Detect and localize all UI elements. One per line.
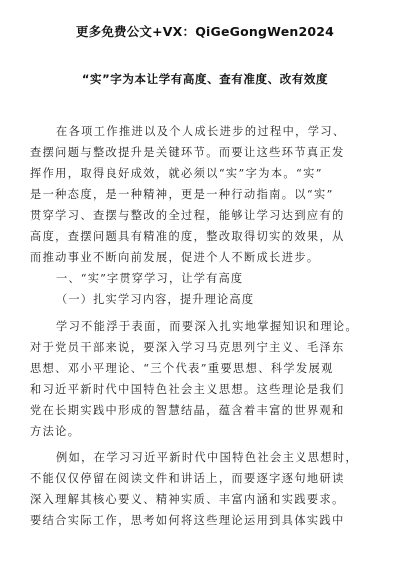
para2-line-6: 方法论。 [30, 425, 81, 438]
para2-line-4: 和习近平新时代中国特色社会主义思想。这些理论是我们 [30, 383, 345, 396]
para3-line-2: 不能仅仅停留在阅读文件和讲话上，而要逐字逐句地研读 [30, 472, 345, 485]
para1-line-5: 贯穿学习、查摆与整改的全过程，能够让学习达到应有的 [30, 209, 345, 222]
para3-line-3: 深入理解其核心要义、精神实质、丰富内涵和实践要求。 [30, 493, 345, 506]
para1-line-1: 在各项工作推进以及个人成长进步的过程中，学习、 [56, 125, 346, 138]
section-heading-1: 一、“实”字贯穿学习，让学有高度 [56, 272, 244, 285]
para1-line-4: 是一种态度，是一种精神，更是一种行动指南。以“实” [30, 188, 334, 201]
para3-line-4: 要结合实际工作，思考如何将这些理论运用到具体实践中 [30, 514, 345, 527]
para1-line-6: 高度，查摆问题具有精准的度，整改取得切实的效果，从 [30, 230, 345, 243]
para2-line-2: 对于党员干部来说，要深入学习马克思列宁主义、毛泽东 [30, 341, 345, 354]
para2-line-1: 学习不能浮于表面，而要深入扎实地掌握知识和理论。 [56, 320, 359, 333]
para2-line-5: 党在长期实践中形成的智慧结晶，蕴含着丰富的世界观和 [30, 404, 345, 417]
subsection-heading-1: （一）扎实学习内容，提升理论高度 [56, 293, 255, 306]
para1-line-7: 而推动事业不断向前发展，促进个人不断成长进步。 [30, 251, 320, 264]
para1-line-3: 挥作用，取得良好成效，就必须以“实”字为本。“实” [30, 167, 323, 180]
para3-line-1: 例如，在学习习近平新时代中国特色社会主义思想时， [56, 451, 359, 464]
document-title: “实”字为本让学有高度、查有准度、改有效度 [81, 72, 329, 86]
para2-line-3: 思想、邓小平理论、“三个代表”重要思想、科学发展观 [30, 362, 334, 375]
promo-header: 更多免费公文+VX：QiGeGongWen2024 [75, 24, 335, 39]
para1-line-2: 查摆问题与整改提升是关键环节。而要让这些环节真正发 [30, 146, 345, 159]
